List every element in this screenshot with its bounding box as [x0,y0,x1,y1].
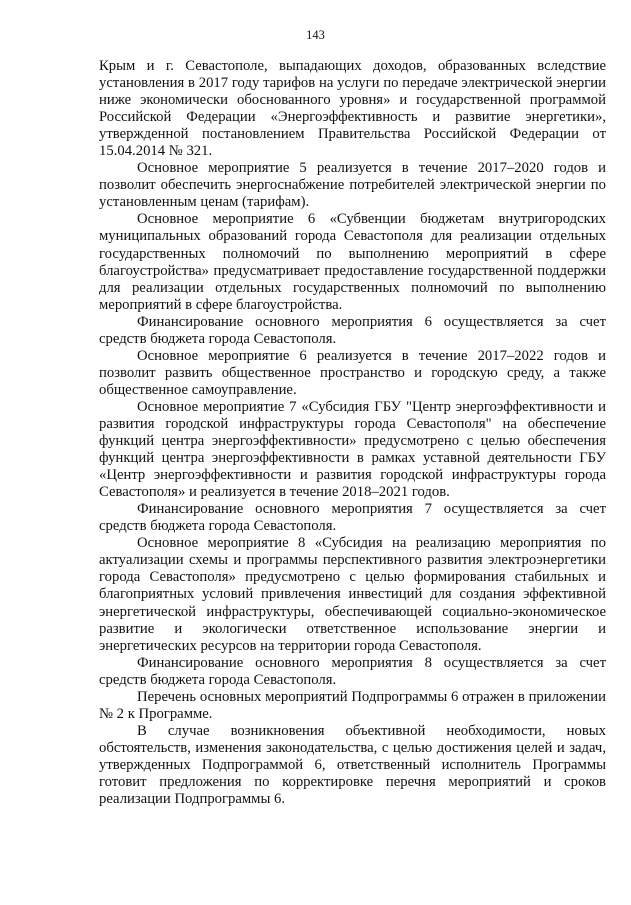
paragraph-measure-7-description: Основное мероприятие 7 «Субсидия ГБУ "Центр энергоэффективности и развития городской инфраструктуры города Севастополя" на обеспечение функций центра энергоэффективности» предусмотрено с целью обеспечения функций центра энергоэффективности в рамках уставной деятельности ГБУ «Центр энергоэффективности и развития городской инфраструктуры города Севастополя» и реализуется в течение 2018–2021 годов. [99,398,606,501]
paragraph-adjustment-procedure: В случае возникновения объективной необходимости, новых обстоятельств, изменения законодательства, с целью достижения целей и задач, утвержденных Подпрограммой 6, ответственный исполнитель Программы готовит предложения по корректировке перечня мероприятий и сроков реализации Подпрограммы 6. [99,722,606,808]
paragraph-measures-list-reference: Перечень основных мероприятий Подпрограммы 6 отражен в приложении № 2 к Программе. [99,688,606,722]
paragraph-measure-6-description: Основное мероприятие 6 «Субвенции бюджетам внутригородских муниципальных образований города Севастополя для реализации отдельных государственных полномочий по выполнению мероприятий в сфере благоустройства» предусматривает предоставление государственной поддержки для реализации отдельных государственных полномочий по выполнению мероприятий в сфере благоустройства. [99,211,606,313]
paragraph-measure-8-description: Основное мероприятие 8 «Субсидия на реализацию мероприятия по актуализации схемы и программы перспективного развития электроэнергетики города Севастополя» предусмотрено с целью формирования стабильных и благоприятных условий привлечения инвестиций для создания эффективной энергетической инфраструктуры, обеспечивающей социально-экономическое развитие и экологически ответственное использование энергии и энергетических ресурсов на территории города Севастополя. [99,535,606,654]
paragraph-measure-7-financing: Финансирование основного мероприятия 7 осуществляется за счет средств бюджета города Севастополя. [99,501,606,535]
document-body [99,58,606,808]
paragraph-continuation: Крым и г. Севастополе, выпадающих доходов, образованных вследствие установления в 2017 году тарифов на услуги по передаче электрической энергии ниже экономически обоснованного уровня» и государственной программой Российской Федерации «Энергоэффективность и развитие энергетики», утвержденной постановлением Правительства Российской Федерации от 15.04.2014 № 321. [99,58,606,160]
paragraph-measure-6-financing: Финансирование основного мероприятия 6 осуществляется за счет средств бюджета города Севастополя. [99,313,606,347]
page-number: 143 [306,28,325,42]
paragraph-measure-5-timeline: Основное мероприятие 5 реализуется в течение 2017–2020 годов и позволит обеспечить энергоснабжение потребителей электрической энергии по установленным ценам (тарифам). [99,160,606,211]
paragraph-measure-6-timeline: Основное мероприятие 6 реализуется в течение 2017–2022 годов и позволит развить общественное пространство и городскую среду, а также общественное самоуправление. [99,347,606,398]
paragraph-measure-8-financing: Финансирование основного мероприятия 8 осуществляется за счет средств бюджета города Севастополя. [99,654,606,688]
